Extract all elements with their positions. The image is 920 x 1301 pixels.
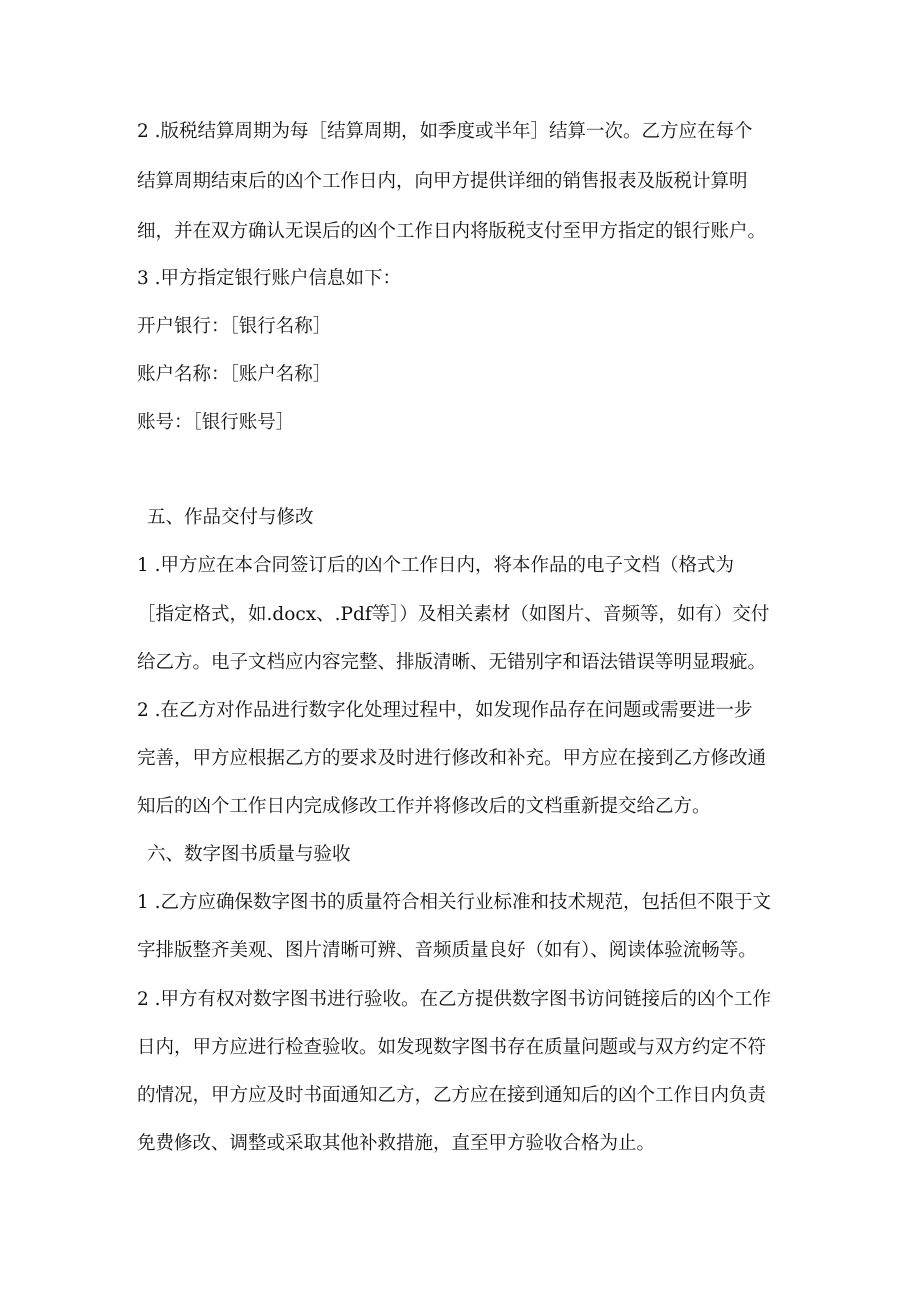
- section-5-heading: 五、作品交付与修改: [147, 507, 314, 528]
- bank-name-field: 开户银行：［银行名称］: [137, 316, 332, 337]
- clause-6-1-line-2: 字排版整齐美观、图片清晰可辨、音频质量良好（如有）、阅读体验流畅等。: [137, 940, 757, 961]
- clause-4-2-line-3: 细，并在双方确认无误后的凶个工作日内将版税支付至甲方指定的银行账户。: [137, 221, 767, 242]
- clause-5-1-line-1: 1 .甲方应在本合同签订后的凶个工作日内，将本作品的电子文档（格式为: [137, 555, 735, 576]
- clause-5-1-line-2: ［指定格式，如.docx、.Pdf等］）及相关素材（如图片、音频等，如有）交付: [137, 604, 770, 625]
- clause-5-2-line-1: 2 .在乙方对作品进行数字化处理过程中，如发现作品存在问题或需要进一步: [137, 700, 753, 721]
- clause-5-1-line-3: 给乙方。电子文档应内容完整、排版清晰、无错别字和语法错误等明显瑕疵。: [137, 652, 767, 673]
- clause-5-2-line-3: 知后的凶个工作日内完成修改工作并将修改后的文档重新提交给乙方。: [137, 796, 711, 817]
- clause-5-2-line-2: 完善，甲方应根据乙方的要求及时进行修改和补充。甲方应在接到乙方修改通: [137, 748, 767, 769]
- account-name-field: 账户名称：［账户名称］: [137, 364, 332, 385]
- clause-6-2-line-3: 的情况，甲方应及时书面通知乙方，乙方应在接到通知后的凶个工作日内负责: [137, 1085, 767, 1106]
- clause-6-2-line-1: 2 .甲方有权对数字图书进行验收。在乙方提供数字图书访问链接后的凶个工作: [137, 989, 772, 1010]
- clause-6-1-line-1: 1 .乙方应确保数字图书的质量符合相关行业标准和技术规范，包括但不限于文: [137, 892, 772, 913]
- account-number-field: 账号：［银行账号］: [137, 412, 295, 433]
- clause-4-3: 3 .甲方指定银行账户信息如下：: [137, 268, 402, 289]
- clause-6-2-line-4: 免费修改、调整或采取其他补救措施，直至甲方验收合格为止。: [137, 1133, 656, 1154]
- clause-4-2-line-2: 结算周期结束后的凶个工作日内，向甲方提供详细的销售报表及版税计算明: [137, 171, 748, 192]
- clause-6-2-line-2: 日内，甲方应进行检查验收。如发现数字图书存在质量问题或与双方约定不符: [137, 1037, 767, 1058]
- clause-4-2-line-1: 2 .版税结算周期为每［结算周期，如季度或半年］结算一次。乙方应在每个: [137, 121, 753, 142]
- section-6-heading: 六、数字图书质量与验收: [147, 844, 351, 865]
